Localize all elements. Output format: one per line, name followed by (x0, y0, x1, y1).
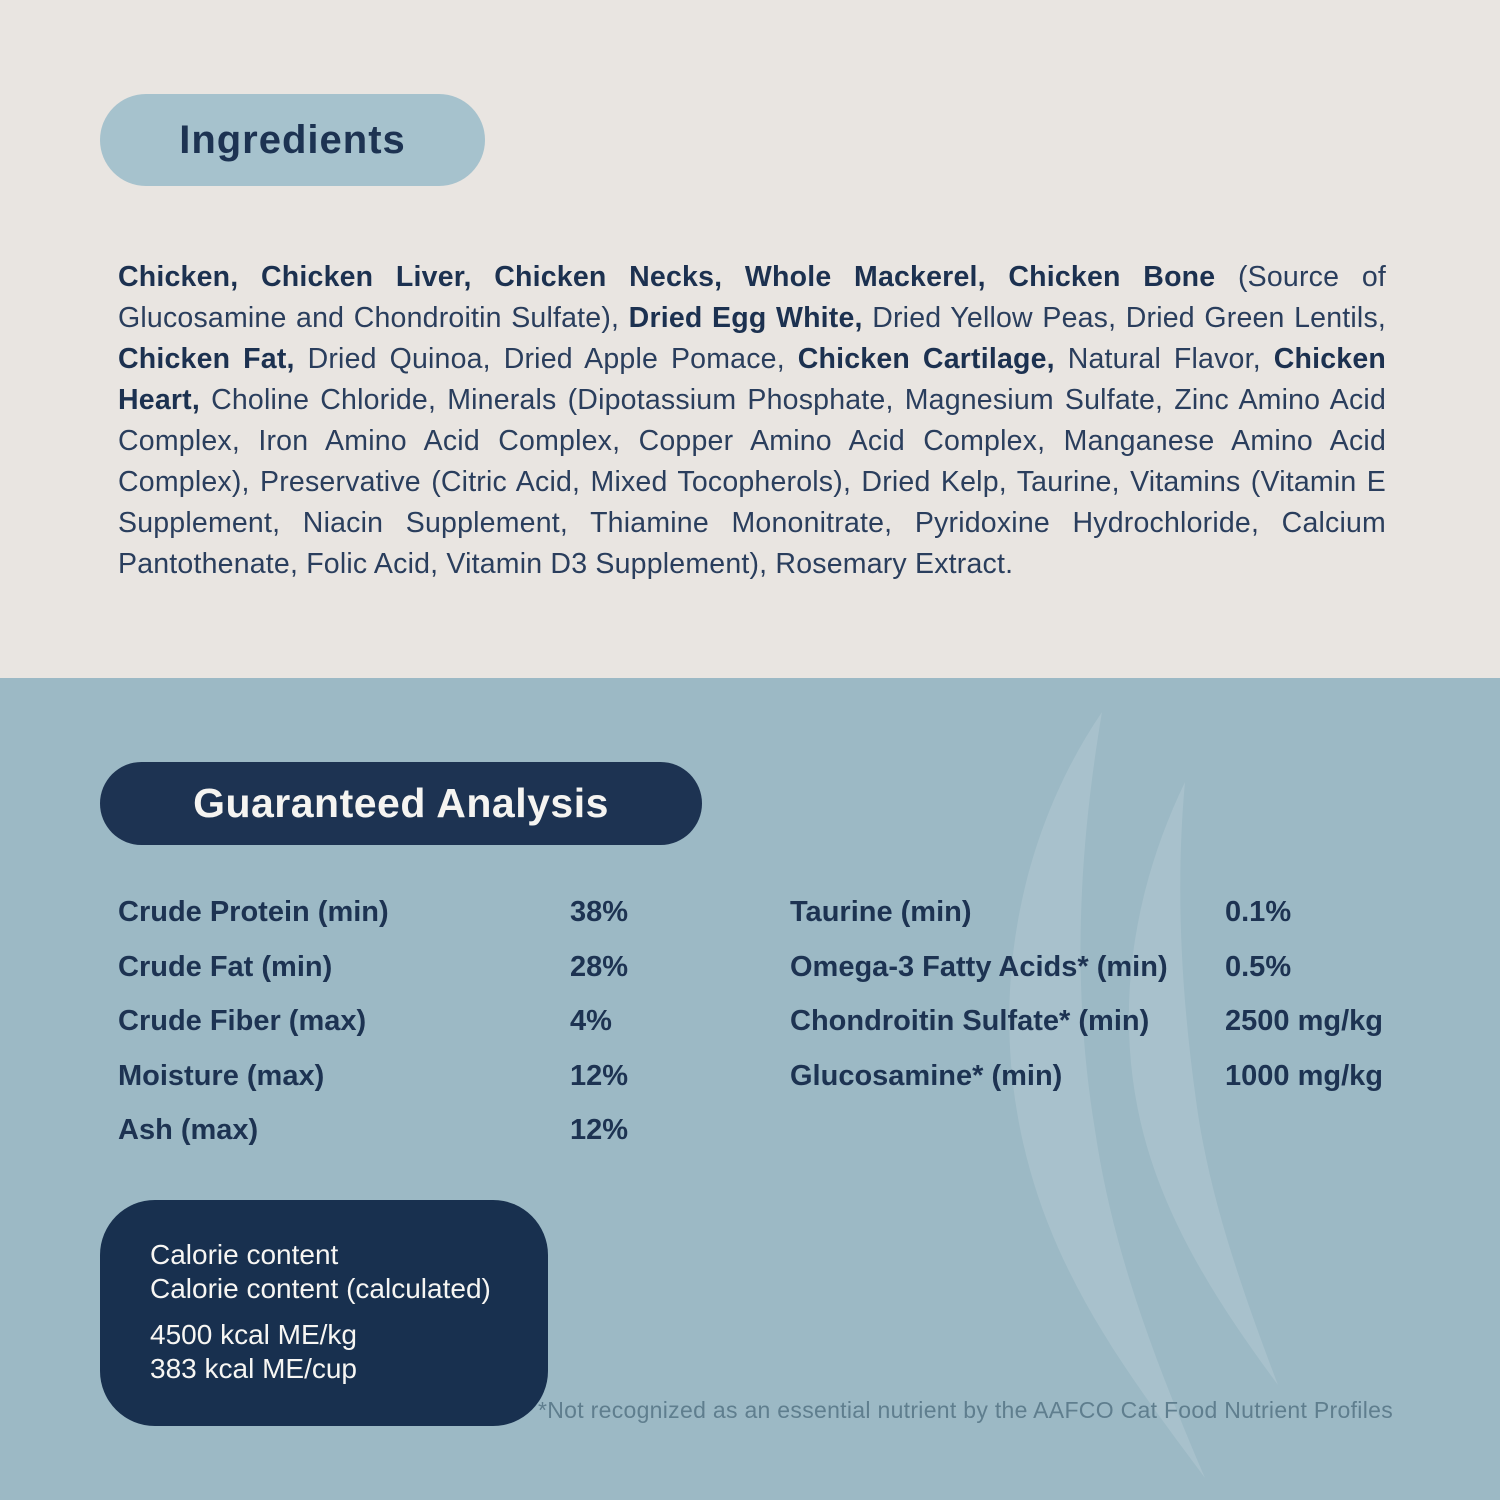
ingredient-segment: Dried Quinoa, Dried Apple Pomace, (294, 342, 798, 375)
ingredient-segment: Dried Egg White, (628, 301, 863, 334)
analysis-row (118, 1114, 758, 1154)
calorie-values (150, 1318, 512, 1386)
analysis-row (118, 1060, 758, 1100)
ingredients-title: Ingredients (179, 117, 406, 162)
calorie-title-line-1: Calorie content (150, 1239, 339, 1270)
aafco-footnote: *Not recognized as an essential nutrient by the AAFCO Cat Food Nutrient Profiles (538, 1397, 1393, 1423)
analysis-label: Crude Protein (min) (118, 896, 389, 928)
analysis-label: Crude Fiber (max) (118, 1005, 367, 1037)
ingredients-text (118, 257, 1386, 585)
analysis-value: 4% (570, 1005, 612, 1037)
ingredient-segment: Chicken Heart, (118, 342, 1387, 416)
analysis-value: 0.5% (1225, 950, 1292, 983)
calorie-value-line-1: 4500 kcal ME/kg (150, 1319, 357, 1350)
analysis-label: Crude Fat (min) (118, 950, 333, 983)
analysis-row (790, 951, 1430, 991)
analysis-label: Chondroitin Sulfate* (min) (790, 1005, 1150, 1037)
ingredient-segment: Dried Yellow Peas, Dried Green Lentils, (862, 301, 1387, 334)
calorie-content-box (100, 1200, 548, 1426)
ingredient-segment: Chicken Fat, (118, 342, 295, 375)
analysis-row (790, 1005, 1430, 1045)
analysis-value: 12% (570, 1114, 629, 1146)
ingredient-segment: (Source of Glucosamine and Chondroitin Sulfate), (118, 260, 1386, 334)
analysis-value: 1000 mg/kg (1225, 1059, 1383, 1092)
ingredient-segment: Natural Flavor, (1054, 342, 1274, 375)
analysis-row (118, 951, 758, 991)
ingredients-title-pill (100, 94, 485, 186)
analysis-table-right-column (790, 896, 1430, 1114)
analysis-label: Taurine (min) (790, 896, 972, 928)
analysis-label: Glucosamine* (min) (790, 1059, 1063, 1092)
analysis-value: 12% (570, 1059, 629, 1092)
ingredient-segment: Chicken Cartilage, (797, 342, 1055, 375)
analysis-label: Moisture (max) (118, 1059, 325, 1092)
analysis-value: 38% (570, 896, 629, 928)
analysis-label: Omega-3 Fatty Acids* (min) (790, 950, 1168, 983)
analysis-table-left-column (118, 896, 758, 1169)
analysis-value: 2500 mg/kg (1225, 1005, 1383, 1037)
analysis-row (790, 896, 1430, 936)
analysis-row (118, 1005, 758, 1045)
calorie-title-line-2: Calorie content (calculated) (150, 1273, 491, 1304)
calorie-titles (150, 1238, 512, 1306)
ingredient-segment: Choline Chloride, Minerals (Dipotassium Phosphate, Magnesium Sulfate, Zinc Amino Acid Complex, Iron Amino Acid Complex, Copper Amino Acid Complex, Manganese Amino Acid Complex), Preservative (Citric Acid, Mixed Tocopherols), Dried Kelp, Taurine, Vitamins (Vitamin E Supplement, Niacin Supplement, Thiamine Mononitrate, Pyridoxine Hydrochloride, Calcium Pantothenate, Folic Acid, Vitamin D3 Supplement), Rosemary Extract. (118, 383, 1386, 580)
calorie-value-line-2: 383 kcal ME/cup (150, 1353, 357, 1384)
guaranteed-analysis-title-pill (100, 762, 702, 845)
guaranteed-analysis-title: Guaranteed Analysis (193, 780, 609, 826)
analysis-value: 0.1% (1225, 896, 1292, 928)
analysis-label: Ash (max) (118, 1114, 259, 1146)
analysis-value: 28% (570, 950, 629, 983)
ingredient-segment: Chicken, Chicken Liver, Chicken Necks, Whole Mackerel, Chicken Bone (118, 260, 1216, 293)
analysis-row (790, 1060, 1430, 1100)
analysis-row (118, 896, 758, 936)
